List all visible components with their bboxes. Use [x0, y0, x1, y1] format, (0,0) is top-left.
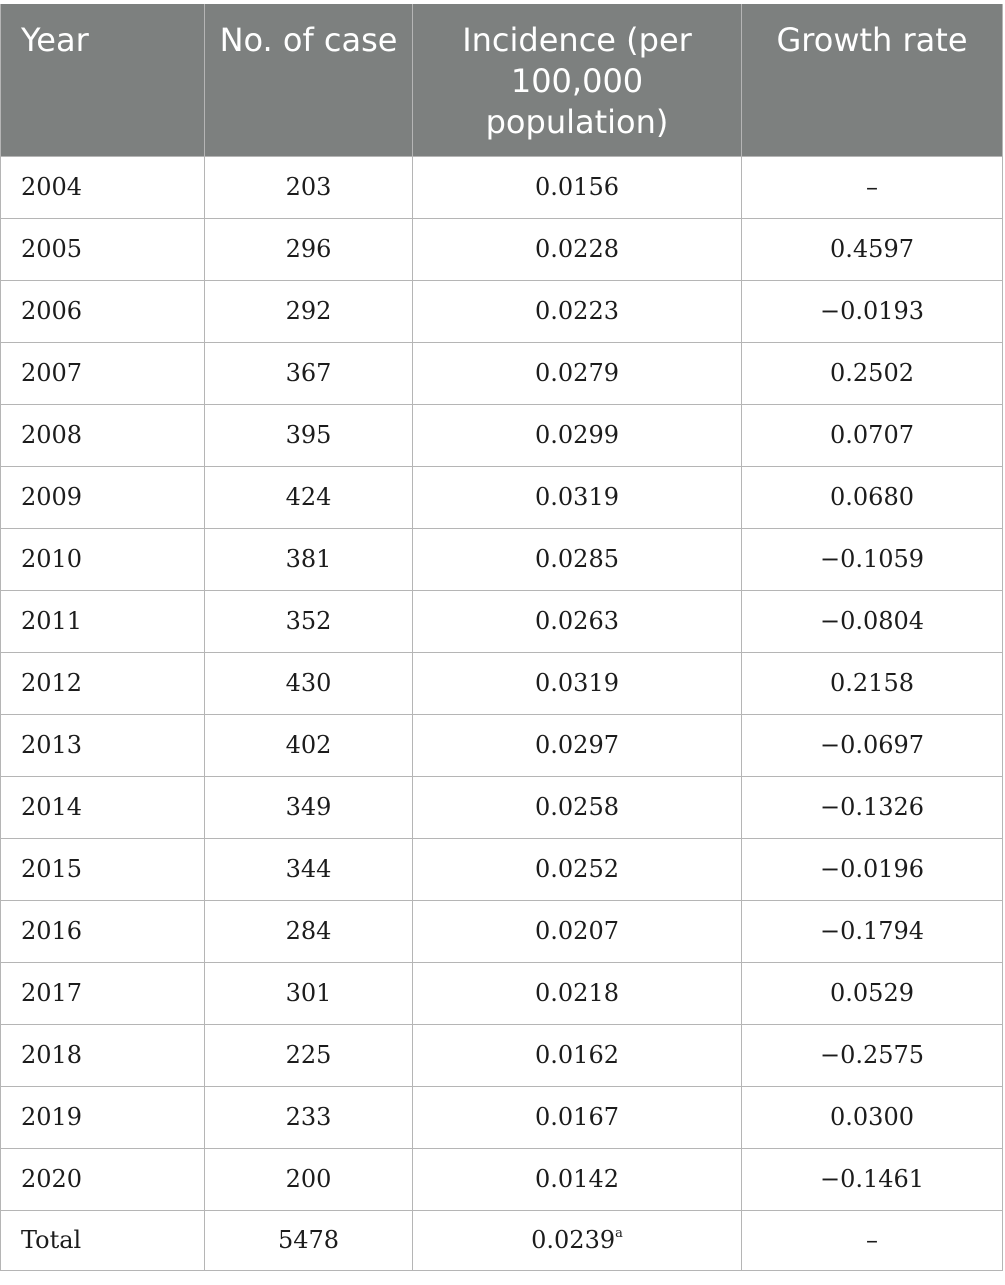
- table-row: [1, 838, 1003, 900]
- cell-growth-rate: −0.0804: [742, 590, 1003, 652]
- table-row: [1, 590, 1003, 652]
- cell-incidence: 0.0156: [413, 156, 742, 218]
- cell-year: 2011: [1, 590, 205, 652]
- header-cases: No. of case: [205, 4, 413, 156]
- table-row: [1, 156, 1003, 218]
- cell-year: 2013: [1, 714, 205, 776]
- cell-cases: 301: [205, 962, 413, 1024]
- cell-cases: 284: [205, 900, 413, 962]
- cell-incidence: 0.0263: [413, 590, 742, 652]
- cell-growth-rate: 0.4597: [742, 218, 1003, 280]
- cell-cases: 381: [205, 528, 413, 590]
- cell-incidence: 0.0218: [413, 962, 742, 1024]
- table-row: [1, 962, 1003, 1024]
- cell-cases: 402: [205, 714, 413, 776]
- cell-year: 2015: [1, 838, 205, 900]
- cell-growth-rate: 0.0529: [742, 962, 1003, 1024]
- cell-year: 2020: [1, 1148, 205, 1210]
- cell-cases: 424: [205, 466, 413, 528]
- cell-growth-rate: −0.0193: [742, 280, 1003, 342]
- cell-incidence: 0.0258: [413, 776, 742, 838]
- cell-year: 2009: [1, 466, 205, 528]
- cell-cases: 344: [205, 838, 413, 900]
- total-incidence-footnote-marker: a: [615, 1226, 623, 1241]
- table-body: [1, 156, 1003, 1270]
- cell-incidence: 0.0207: [413, 900, 742, 962]
- cell-year: 2019: [1, 1086, 205, 1148]
- cell-growth-rate: −0.1059: [742, 528, 1003, 590]
- table-row: [1, 776, 1003, 838]
- cell-cases: 349: [205, 776, 413, 838]
- table-row: [1, 1148, 1003, 1210]
- cell-growth-rate: 0.0680: [742, 466, 1003, 528]
- cell-incidence: 0.0167: [413, 1086, 742, 1148]
- cell-growth-rate: −0.1326: [742, 776, 1003, 838]
- cell-cases: 203: [205, 156, 413, 218]
- cell-growth-rate: 0.0707: [742, 404, 1003, 466]
- total-label: Total: [1, 1210, 205, 1270]
- header-incidence: Incidence (per 100,000 population): [413, 4, 742, 156]
- cell-year: 2004: [1, 156, 205, 218]
- cell-cases: 292: [205, 280, 413, 342]
- cell-incidence: 0.0285: [413, 528, 742, 590]
- cell-incidence: 0.0319: [413, 466, 742, 528]
- table-row: [1, 404, 1003, 466]
- header-growth-rate: Growth rate: [742, 4, 1003, 156]
- cell-incidence: 0.0299: [413, 404, 742, 466]
- cell-incidence: 0.0223: [413, 280, 742, 342]
- cell-cases: 233: [205, 1086, 413, 1148]
- cell-growth-rate: 0.2502: [742, 342, 1003, 404]
- cell-cases: 367: [205, 342, 413, 404]
- cell-cases: 200: [205, 1148, 413, 1210]
- cell-cases: 352: [205, 590, 413, 652]
- table-row: [1, 466, 1003, 528]
- cell-incidence: 0.0228: [413, 218, 742, 280]
- cell-growth-rate: −0.0697: [742, 714, 1003, 776]
- table-row: [1, 280, 1003, 342]
- table-row: [1, 1024, 1003, 1086]
- incidence-table: [0, 4, 1003, 1271]
- cell-growth-rate: 0.2158: [742, 652, 1003, 714]
- cell-incidence: 0.0297: [413, 714, 742, 776]
- table-row: [1, 714, 1003, 776]
- cell-growth-rate: −0.1794: [742, 900, 1003, 962]
- cell-incidence: 0.0319: [413, 652, 742, 714]
- cell-year: 2006: [1, 280, 205, 342]
- header-row: [1, 4, 1003, 156]
- cell-incidence: 0.0142: [413, 1148, 742, 1210]
- table-row: [1, 652, 1003, 714]
- cell-cases: 430: [205, 652, 413, 714]
- cell-incidence: 0.0252: [413, 838, 742, 900]
- table-row: [1, 900, 1003, 962]
- cell-cases: 296: [205, 218, 413, 280]
- table-row: [1, 528, 1003, 590]
- cell-cases: 395: [205, 404, 413, 466]
- header-year: Year: [1, 4, 205, 156]
- cell-incidence: 0.0279: [413, 342, 742, 404]
- cell-growth-rate: −0.1461: [742, 1148, 1003, 1210]
- table-row: [1, 218, 1003, 280]
- table-row: [1, 342, 1003, 404]
- cell-year: 2014: [1, 776, 205, 838]
- cell-year: 2012: [1, 652, 205, 714]
- cell-year: 2018: [1, 1024, 205, 1086]
- cell-year: 2005: [1, 218, 205, 280]
- total-cases: 5478: [205, 1210, 413, 1270]
- cell-incidence: 0.0162: [413, 1024, 742, 1086]
- cell-year: 2010: [1, 528, 205, 590]
- cell-year: 2007: [1, 342, 205, 404]
- table-row: [1, 1086, 1003, 1148]
- cell-growth-rate: –: [742, 156, 1003, 218]
- cell-growth-rate: 0.0300: [742, 1086, 1003, 1148]
- table-row-total: [1, 1210, 1003, 1270]
- cell-cases: 225: [205, 1024, 413, 1086]
- total-incidence: [413, 1210, 742, 1270]
- total-incidence-value: 0.0239: [531, 1226, 616, 1254]
- cell-growth-rate: −0.0196: [742, 838, 1003, 900]
- cell-year: 2016: [1, 900, 205, 962]
- cell-year: 2017: [1, 962, 205, 1024]
- total-growth: –: [742, 1210, 1003, 1270]
- cell-year: 2008: [1, 404, 205, 466]
- cell-growth-rate: −0.2575: [742, 1024, 1003, 1086]
